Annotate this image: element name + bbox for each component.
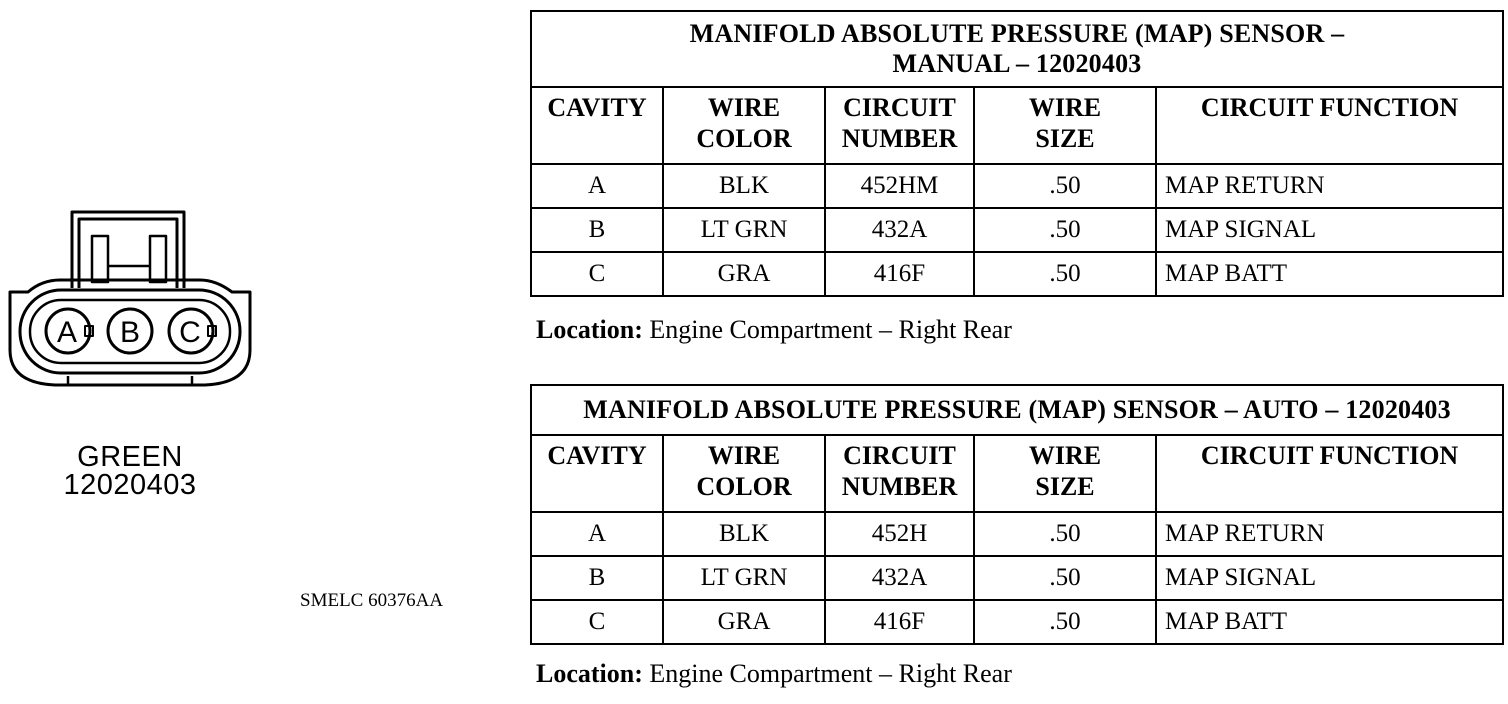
cell-wire-size: .50 [974,164,1156,208]
header-circuit-function: CIRCUIT FUNCTION [1156,87,1503,164]
cell-wire-color: GRA [663,600,825,644]
cell-cavity: A [531,512,663,556]
cell-cavity: C [531,252,663,296]
cell-circuit-function: MAP SIGNAL [1156,208,1503,252]
cell-wire-color: GRA [663,252,825,296]
connector-color-label: GREEN [77,441,183,473]
table-row [531,208,1503,252]
pinout-table-manual [530,10,1504,297]
cell-wire-color: LT GRN [663,556,825,600]
cell-wire-color: BLK [663,164,825,208]
connector-face-diagram [0,200,260,400]
cavity-c-label: C [179,316,201,349]
cell-circuit-function: MAP RETURN [1156,512,1503,556]
cell-cavity: B [531,556,663,600]
cell-circuit-function: MAP BATT [1156,252,1503,296]
cell-wire-color: BLK [663,512,825,556]
cell-wire-size: .50 [974,556,1156,600]
cell-circuit-number: 432A [825,556,974,600]
cell-circuit-number: 416F [825,600,974,644]
header-cavity: CAVITY [531,87,663,164]
cavity-a-label: A [56,316,78,349]
header-row [531,435,1503,512]
table-title: MANIFOLD ABSOLUTE PRESSURE (MAP) SENSOR – MANUAL – 12020403 [531,11,1503,87]
cell-circuit-number: 432A [825,208,974,252]
location-label: Location: [536,315,643,344]
location-value: Engine Compartment – Right Rear [649,315,1012,344]
location-value: Engine Compartment – Right Rear [649,659,1012,688]
location-note-manual [536,315,1012,345]
cell-circuit-number: 452HM [825,164,974,208]
table-row [531,252,1503,296]
header-wire-size: WIRE SIZE [974,435,1156,512]
cell-cavity: C [531,600,663,644]
cell-wire-color: LT GRN [663,208,825,252]
figure-code: SMELC 60376AA [300,590,444,611]
header-wire-color: WIRE COLOR [663,435,825,512]
cell-circuit-function: MAP RETURN [1156,164,1503,208]
cell-circuit-function: MAP SIGNAL [1156,556,1503,600]
pinout-table-auto [530,384,1504,645]
header-wire-color: WIRE COLOR [663,87,825,164]
cell-circuit-function: MAP BATT [1156,600,1503,644]
cell-wire-size: .50 [974,512,1156,556]
table-title: MANIFOLD ABSOLUTE PRESSURE (MAP) SENSOR – AUTO – 12020403 [531,385,1503,435]
cell-wire-size: .50 [974,252,1156,296]
cell-circuit-number: 416F [825,252,974,296]
table-row [531,164,1503,208]
table-row [531,556,1503,600]
cell-cavity: B [531,208,663,252]
header-row [531,87,1503,164]
cavity-b-label: B [119,316,141,349]
table-row [531,512,1503,556]
table-row [531,600,1503,644]
location-label: Location: [536,659,643,688]
header-circuit-function: CIRCUIT FUNCTION [1156,435,1503,512]
cell-wire-size: .50 [974,208,1156,252]
connector-part-number: 12020403 [63,469,197,501]
header-circuit-number: CIRCUIT NUMBER [825,87,974,164]
header-wire-size: WIRE SIZE [974,87,1156,164]
cell-cavity: A [531,164,663,208]
header-cavity: CAVITY [531,435,663,512]
cell-wire-size: .50 [974,600,1156,644]
location-note-auto [536,659,1012,689]
header-circuit-number: CIRCUIT NUMBER [825,435,974,512]
cell-circuit-number: 452H [825,512,974,556]
